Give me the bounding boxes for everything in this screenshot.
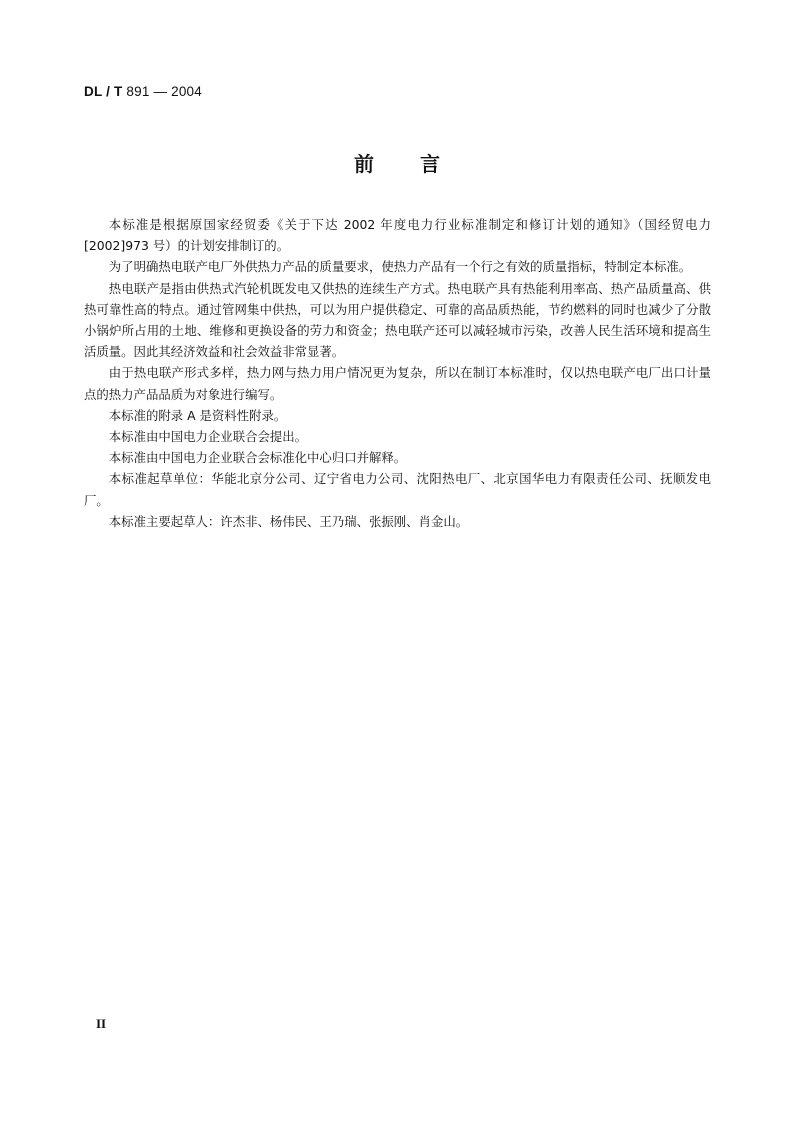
paragraph-appendix: 本标准的附录 A 是资料性附录。 — [108, 407, 287, 423]
document-code — [84, 84, 202, 99]
paragraph-scope: 由于热电联产形式多样，热力网与热力用户情况更为复杂，所以在制订本标准时，仅以热电联产电厂出口计量点的热力产品品质为对象进行编写。 — [84, 365, 711, 402]
paragraph-interpretation: 本标准由中国电力企业联合会标准化中心归口并解释。 — [108, 450, 407, 466]
paragraph-purpose: 为了明确热电联产电厂外供热力产品的质量要求，使热力产品有一个行之有效的质量指标，特制定本标准。 — [108, 259, 692, 275]
paragraph-drafting-units: 本标准起草单位：华能北京分公司、辽宁省电力公司、沈阳热电厂、北京国华电力有限责任公司、抚顺发电厂。 — [84, 471, 711, 508]
page-title-char-2: 言 — [420, 152, 440, 176]
paragraph-origin: 本标准是根据原国家经贸委《关于下达 2002 年度电力行业标准制定和修订计划的通知》（国经贸电力[2002]973 号）的计划安排制订的。 — [84, 217, 711, 254]
paragraph-drafters: 本标准主要起草人：许杰非、杨伟民、王乃瑞、张振刚、肖金山。 — [108, 513, 469, 529]
paragraph-definition: 热电联产是指由供热式汽轮机既发电又供热的连续生产方式。热电联产具有热能利用率高、热产品质量高、供热可靠性高的特点。通过管网集中供热，可以为用户提供稳定、可靠的高品质热能，节约燃料的同时也减少了分散小锅炉所占用的土地、维修和更换设备的劳力和资金；热电联产还可以减轻城市污染，改善人民生活环境和提高生活质量。因此其经济效益和社会效益非常显著。 — [84, 280, 711, 360]
paragraph-proposer: 本标准由中国电力企业联合会提出。 — [108, 429, 308, 445]
foreword-body — [84, 214, 711, 532]
page-title-char-1: 前 — [354, 152, 374, 176]
document-code-number: 891 — 2004 — [126, 84, 202, 99]
document-code-prefix: DL / T — [84, 84, 123, 99]
page-title — [0, 150, 794, 178]
page-number: II — [96, 1016, 107, 1031]
